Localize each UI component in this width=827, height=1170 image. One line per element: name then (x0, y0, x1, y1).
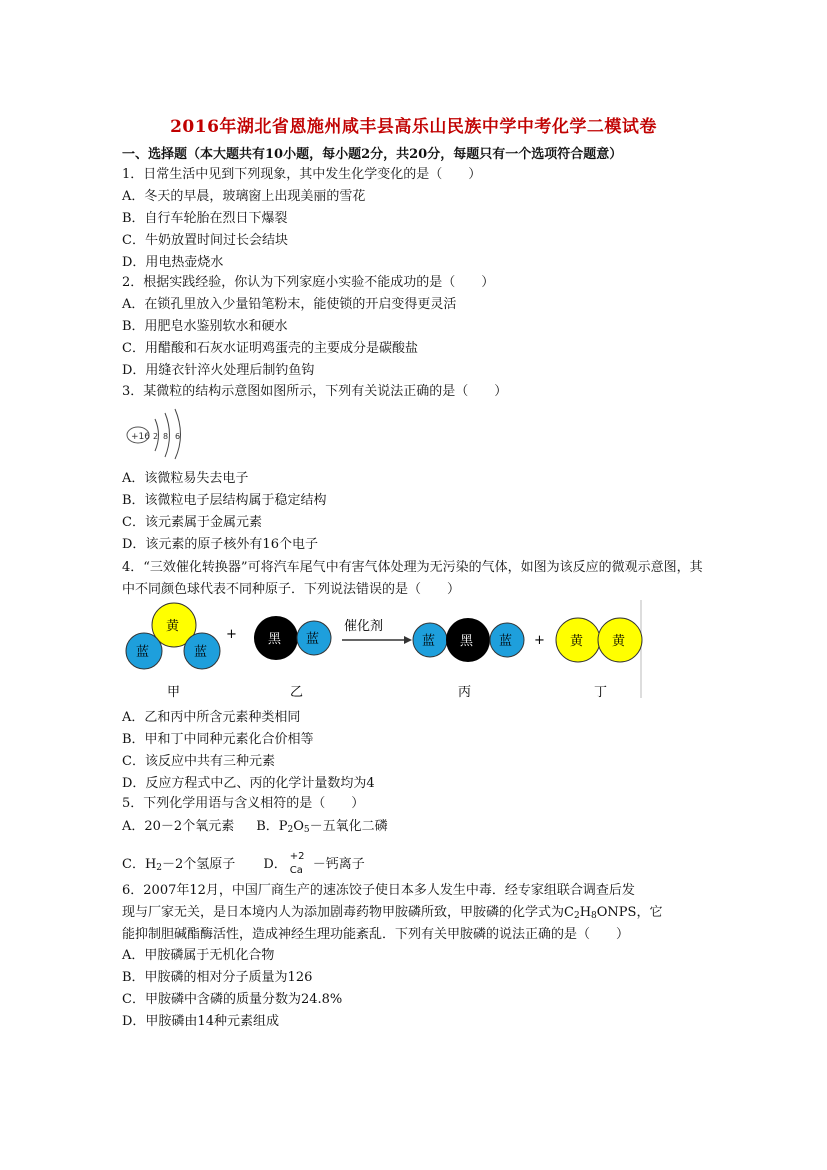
question-3-option-d: D．该元素的原子核外有16个电子 (122, 537, 318, 552)
calcium-charge: +2 (289, 851, 305, 862)
atom-label-yellow: 黄 (570, 634, 584, 649)
question-6-option-b: B．甲胺磷的相对分子质量为126 (122, 970, 313, 985)
calcium-symbol: Ca (289, 865, 303, 876)
shell-2-electrons: 8 (163, 432, 169, 441)
nucleus-label: +16 (131, 432, 150, 442)
page-title: 2016年湖北省恩施州咸丰县高乐山民族中学中考化学二模试卷 (170, 117, 657, 137)
question-3-option-a: A．该微粒易失去电子 (122, 471, 249, 486)
question-1-option-c: C．牛奶放置时间过长会结块 (122, 233, 288, 248)
shell-3-electrons: 6 (175, 432, 181, 441)
shell-1-electrons: 2 (153, 432, 159, 441)
question-4-option-a: A．乙和丙中所含元素种类相同 (122, 710, 301, 725)
molecule-name-jia: 甲 (167, 685, 181, 700)
question-6-stem-line-1: 6．2007年12月，中国厂商生产的速冻饺子使日本多人发生中毒．经专家组联合调查后发 (122, 883, 635, 898)
question-4-option-d: D．反应方程式中乙、丙的化学计量数均为4 (122, 776, 375, 791)
question-5-options-row-2 (122, 851, 365, 877)
question-3-stem: 3．某微粒的结构示意图如图所示，下列有关说法正确的是（ ） (122, 384, 508, 399)
molecule-name-yi: 乙 (290, 685, 304, 700)
atom-label-blue: 蓝 (194, 645, 208, 660)
question-6-option-c: C．甲胺磷中含磷的质量分数为24.8% (122, 992, 343, 1007)
question-5-stem: 5．下列化学用语与含义相符的是（ ） (122, 796, 365, 811)
question-6-option-a: A．甲胺磷属于无机化合物 (122, 948, 275, 963)
question-5-option-d: D． +2 Ca －钙离子 (263, 857, 364, 872)
question-5-option-c: C．$H_2-2$个氢原子 (122, 857, 236, 873)
atom-label-black: 黑 (460, 634, 474, 649)
atom-structure-figure (122, 404, 194, 460)
question-3-option-c: C．该元素属于金属元素 (122, 515, 262, 530)
plus-sign: + (534, 633, 545, 648)
question-2-stem: 2．根据实践经验，你认为下列家庭小实验不能成功的是（ ） (122, 275, 495, 290)
question-1-option-d: D．用电热壶烧水 (122, 255, 224, 270)
question-2-option-d: D．用缝衣针淬火处理后制钓鱼钩 (122, 363, 315, 378)
question-5-option-b: B．$P_2O_5-$五氧化二磷 (256, 819, 388, 835)
atom-label-blue: 蓝 (136, 645, 150, 660)
question-2-option-c: C．用醋酸和石灰水证明鸡蛋壳的主要成分是碳酸盐 (122, 341, 418, 356)
question-4-option-b: B．甲和丁中同种元素化合价相等 (122, 732, 314, 747)
question-2-option-b: B．用肥皂水鉴别软水和硬水 (122, 319, 288, 334)
question-6-stem-line-2: 现与厂家无关，是日本境内人为添加剧毒药物甲胺磷所致，甲胺磷的化学式为$C_2H_8ONPS$，它 (122, 905, 663, 921)
molecule-name-ding: 丁 (594, 685, 608, 700)
question-3-option-b: B．该微粒电子层结构属于稳定结构 (122, 493, 327, 508)
question-5-options-row-1 (122, 818, 388, 839)
reaction-diagram (122, 598, 646, 702)
atom-label-blue: 蓝 (499, 634, 513, 649)
question-4-option-c: C．该反应中共有三种元素 (122, 754, 275, 769)
question-2-option-a: A．在锁孔里放入少量铅笔粉末，能使锁的开启变得更灵活 (122, 297, 457, 312)
atom-label-yellow: 黄 (166, 619, 180, 634)
atom-label-blue: 蓝 (422, 634, 436, 649)
question-6-option-d: D．甲胺磷由14种元素组成 (122, 1014, 279, 1029)
question-4-stem: 4．“三效催化转换器”可将汽车尾气中有害气体处理为无污染的气体，如图为该反应的微观示意图，其中不同颜色球代表不同种原子．下列说法错误的是（ ） (122, 560, 703, 597)
atom-label-blue: 蓝 (306, 632, 320, 647)
question-1-option-a: A．冬天的早晨，玻璃窗上出现美丽的雪花 (122, 189, 366, 204)
question-6-stem-line-3: 能抑制胆碱酯酶活性，造成神经生理功能紊乱．下列有关甲胺磷的说法正确的是（ ） (122, 927, 630, 942)
section-heading: 一、选择题（本大题共有10小题，每小题2分，共20分，每题只有一个选项符合题意） (122, 147, 623, 162)
question-1-stem: 1．日常生活中见到下列现象，其中发生化学变化的是（ ） (122, 167, 482, 182)
question-5-option-a: A．20－2个氧元素 (122, 819, 235, 834)
atom-label-black: 黑 (268, 632, 282, 647)
question-1-option-b: B．自行车轮胎在烈日下爆裂 (122, 211, 288, 226)
catalyst-label: 催化剂 (344, 619, 384, 634)
molecule-name-bing: 丙 (458, 685, 472, 700)
atom-label-yellow: 黄 (612, 634, 626, 649)
reaction-arrow-head (404, 636, 412, 644)
plus-sign: + (226, 627, 237, 642)
